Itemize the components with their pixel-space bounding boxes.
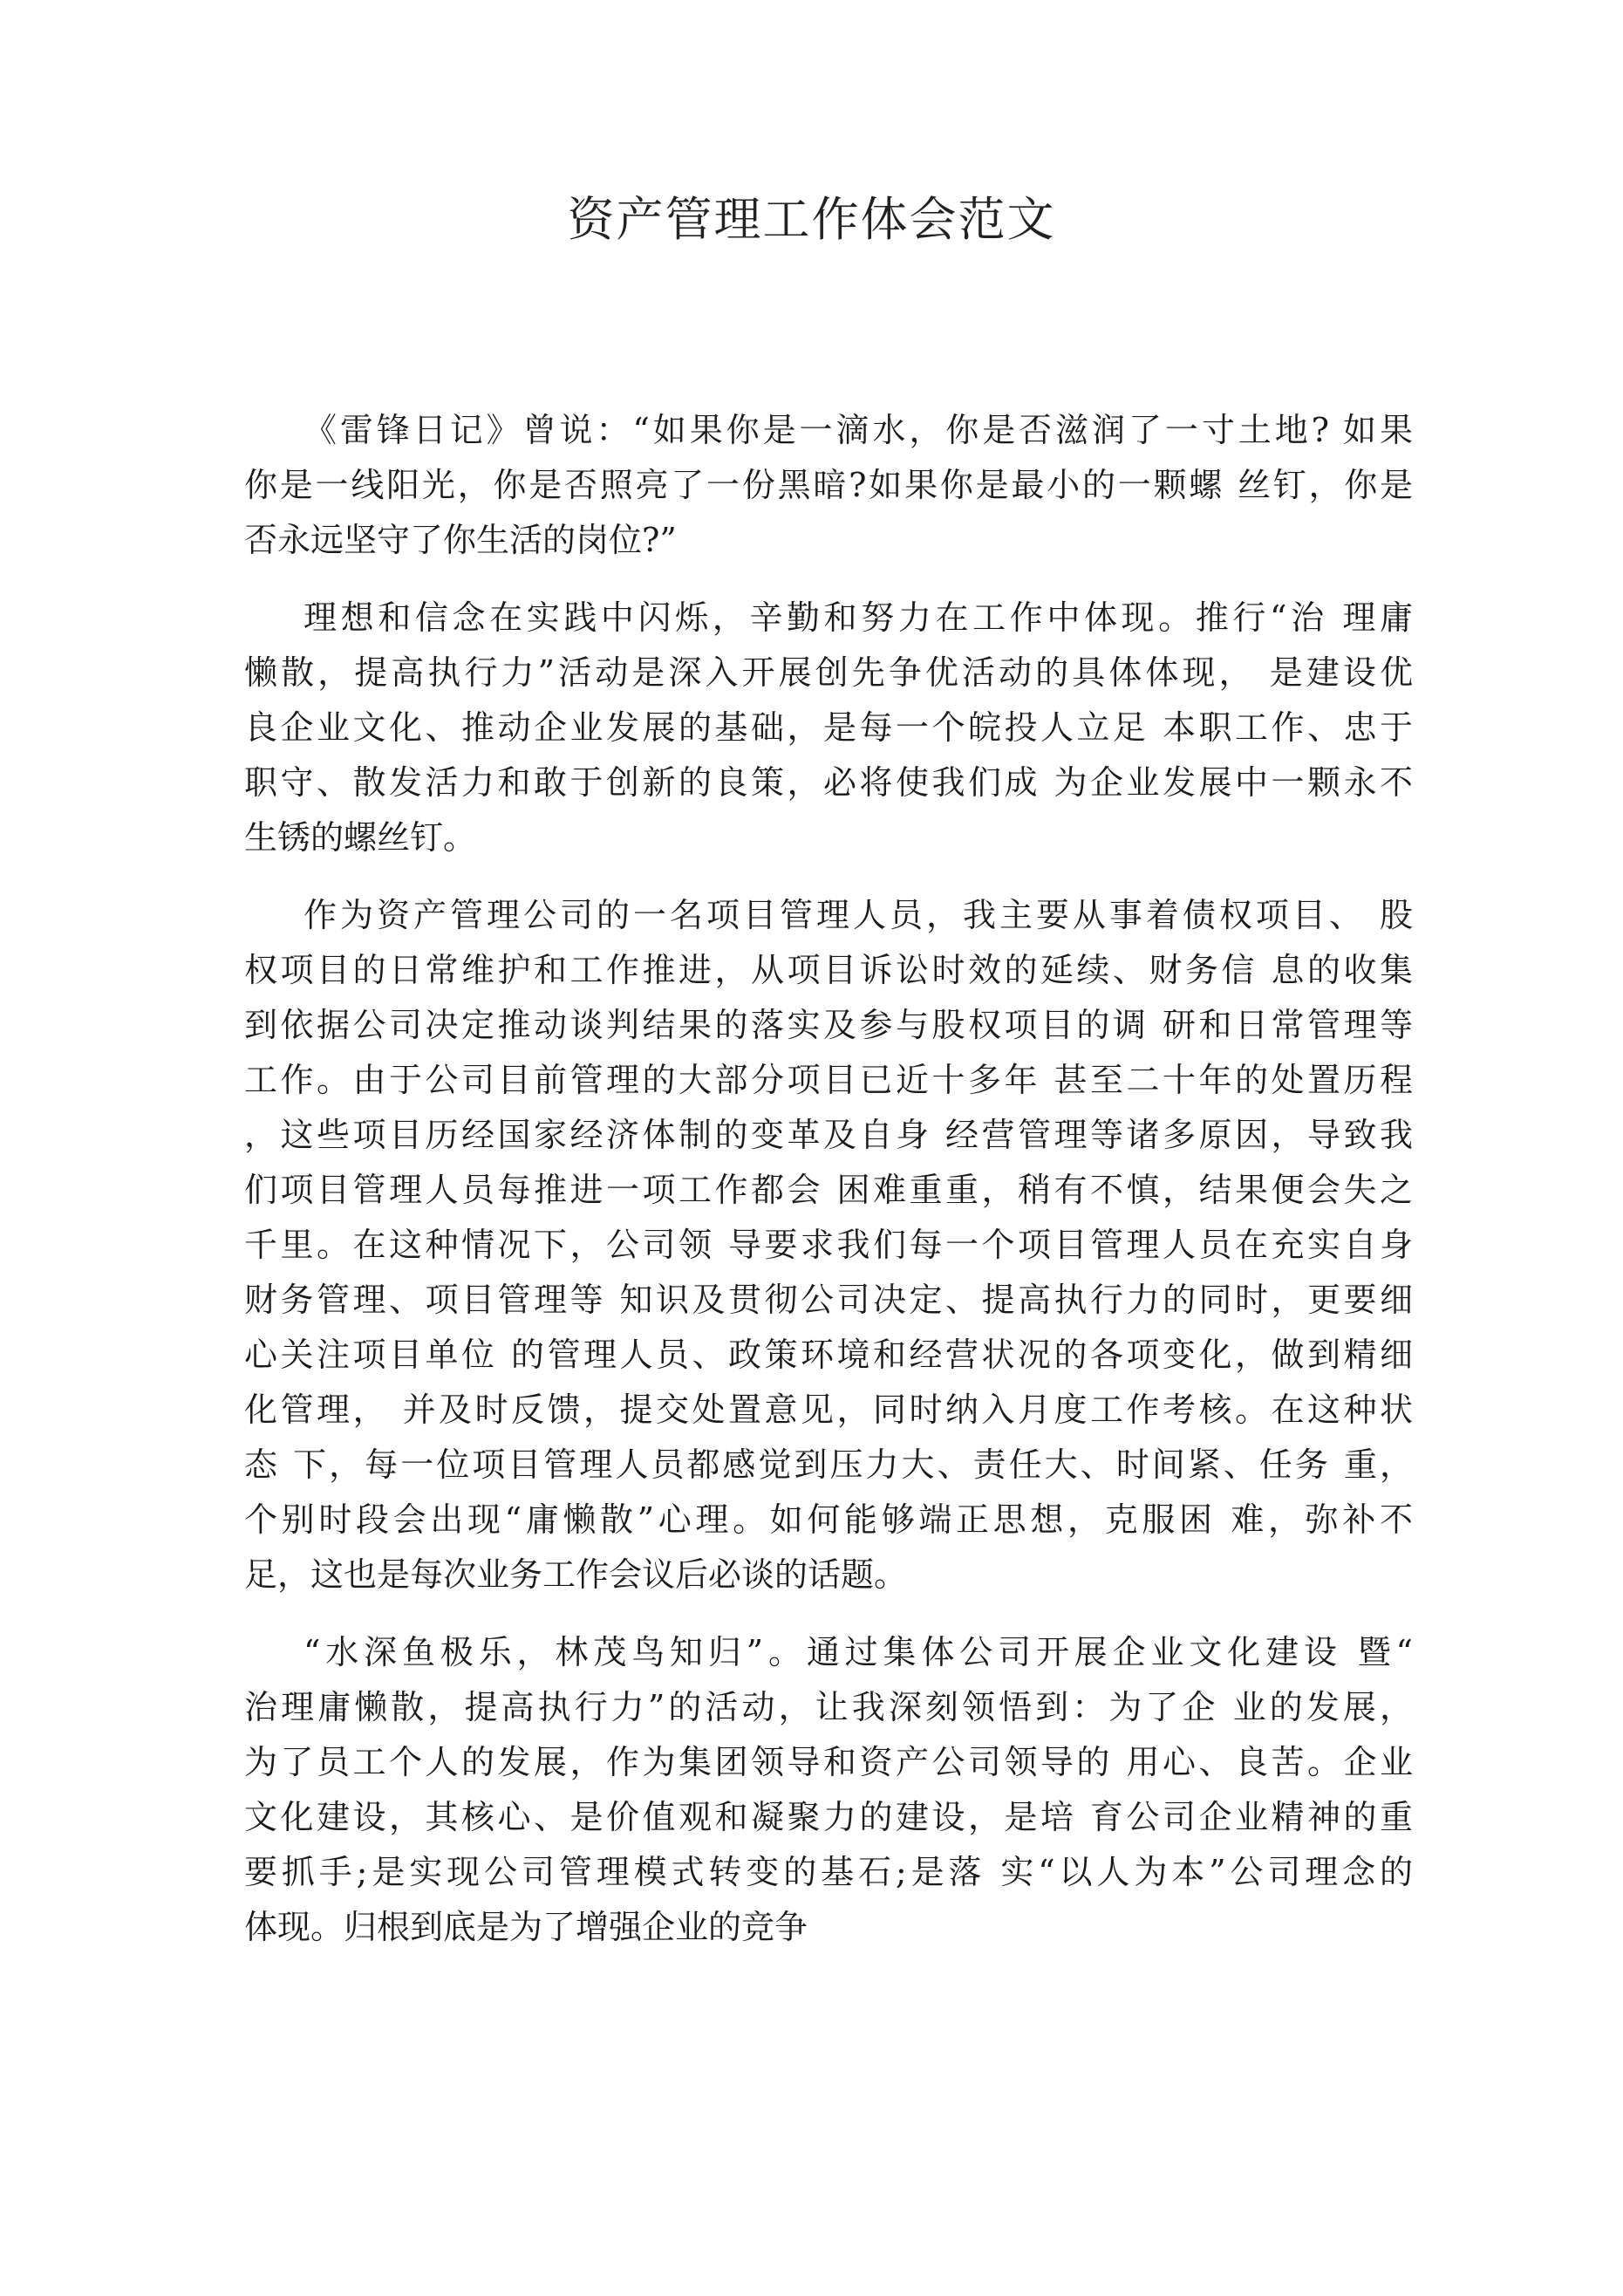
paragraph-1-line-2: 你是一线阳光，你是否照亮了一份黑暗?如果你是最小的一颗螺 丝钉，你是 <box>244 466 1413 504</box>
paragraph-3-line-9: 心关注项目单位 的管理人员、政策环境和经营状况的各项变化，做到精细 <box>244 1336 1413 1374</box>
paragraph-2-line-2: 懒散，提高执行力”活动是深入开展创先争优活动的具体体现， 是建设优 <box>244 653 1413 692</box>
paragraph-2-line-4: 职守、散发活力和敢于创新的良策，必将使我们成 为企业发展中一颗永不 <box>244 763 1413 802</box>
paragraph-1 <box>244 403 1413 568</box>
paragraph-3-line-8: 财务管理、项目管理等 知识及贯彻公司决定、提高执行力的同时，更要细 <box>244 1281 1413 1319</box>
paragraph-2-line-5: 生锈的螺丝钉。 <box>244 818 477 857</box>
paragraph-3-line-3: 到依据公司决定推动谈判结果的落实及参与股权项目的调 研和日常管理等 <box>244 1006 1413 1044</box>
paragraph-3-line-1: 作为资产管理公司的一名项目管理人员，我主要从事着债权项目、 股 <box>303 896 1413 934</box>
paragraph-4-line-2: 治理庸懒散，提高执行力”的活动，让我深刻领悟到：为了企 业的发展， <box>244 1688 1413 1726</box>
paragraph-1-line-3: 否永远坚守了你生活的岗位?” <box>244 521 677 559</box>
paragraph-3-line-6: 们项目管理人员每推进一项工作都会 困难重重，稍有不慎，结果便会失之 <box>244 1171 1413 1209</box>
paragraph-3-line-5: ，这些项目历经国家经济体制的变革及自身 经营管理等诸多原因，导致我 <box>244 1116 1413 1154</box>
paragraph-4-line-1: “水深鱼极乐，林茂鸟知归”。通过集体公司开展企业文化建设 暨“ <box>303 1633 1413 1671</box>
document-body <box>244 403 1413 1978</box>
paragraph-4-line-4: 文化建设，其核心、是价值观和凝聚力的建设，是培 育公司企业精神的重 <box>244 1798 1413 1836</box>
paragraph-3-line-12: 个别时段会出现“庸懒散”心理。如何能够端正思想，克服困 难，弥补不 <box>244 1500 1413 1539</box>
paragraph-2 <box>244 591 1413 865</box>
paragraph-2-line-1: 理想和信念在实践中闪烁，辛勤和努力在工作中体现。推行“治 理庸 <box>303 598 1413 637</box>
paragraph-3 <box>244 888 1413 1602</box>
paragraph-3-line-7: 千里。在这种情况下，公司领 导要求我们每一个项目管理人员在充实自身 <box>244 1226 1413 1264</box>
paragraph-3-line-11: 态 下，每一位项目管理人员都感觉到压力大、责任大、时间紧、任务 重， <box>244 1445 1413 1484</box>
paragraph-2-line-3: 良企业文化、推动企业发展的基础，是每一个皖投人立足 本职工作、忠于 <box>244 708 1413 747</box>
document-title: 资产管理工作体会范文 <box>567 192 1056 247</box>
paragraph-4 <box>244 1625 1413 1955</box>
paragraph-3-line-10: 化管理， 并及时反馈，提交处置意见，同时纳入月度工作考核。在这种状 <box>244 1391 1413 1429</box>
paragraph-3-line-2: 权项目的日常维护和工作推进，从项目诉讼时效的延续、财务信 息的收集 <box>244 951 1413 989</box>
paragraph-4-line-6: 体现。归根到底是为了增强企业的竞争 <box>244 1908 808 1946</box>
paragraph-4-line-5: 要抓手;是实现公司管理模式转变的基石;是落 实“以人为本”公司理念的 <box>244 1853 1413 1891</box>
paragraph-3-line-13: 足，这也是每次业务工作会议后必谈的话题。 <box>244 1555 908 1594</box>
paragraph-1-line-1: 《雷锋日记》曾说：“如果你是一滴水，你是否滋润了一寸土地? 如果 <box>303 411 1413 449</box>
paragraph-4-line-3: 为了员工个人的发展，作为集团领导和资产公司领导的 用心、良苦。企业 <box>244 1743 1413 1781</box>
paragraph-3-line-4: 工作。由于公司目前管理的大部分项目已近十多年 甚至二十年的处置历程 <box>244 1061 1413 1099</box>
